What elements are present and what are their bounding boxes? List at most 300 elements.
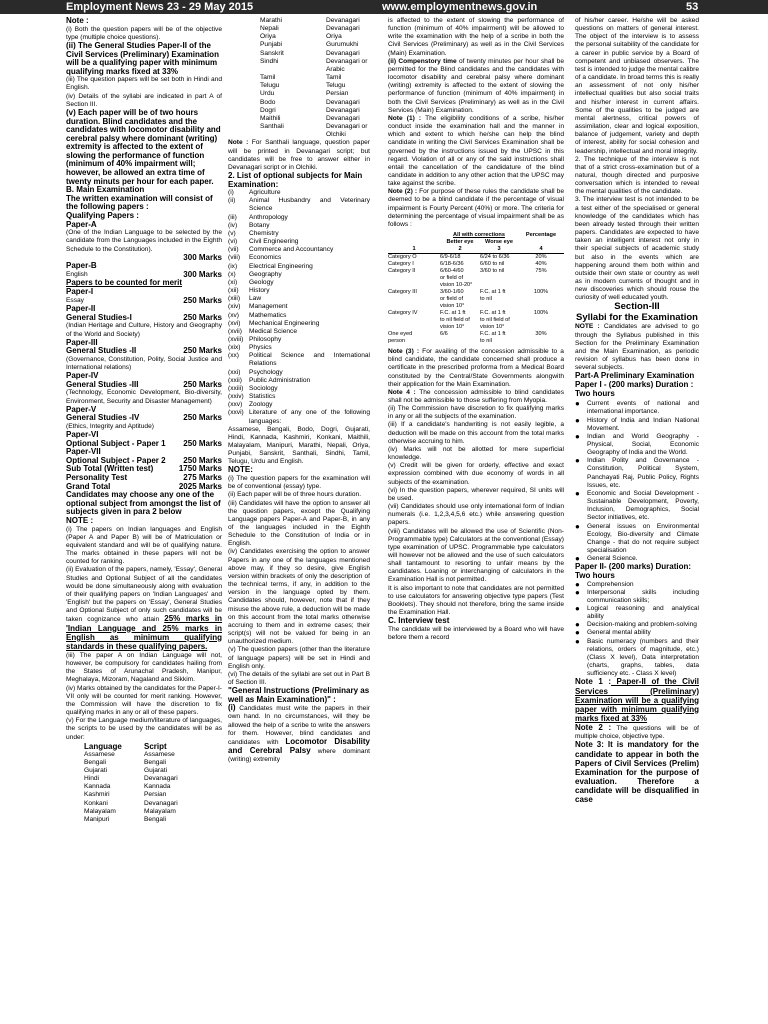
table-cell: vision 10°: [440, 324, 465, 331]
table-cell: 6/6: [440, 331, 448, 338]
subject-name: Anthropology: [249, 213, 288, 221]
subject-name: Psychology: [249, 368, 283, 376]
paper-heading: Paper I - (200 marks) Duration : Two hours: [575, 380, 694, 398]
literature-languages: Assamese, Bengali, Bodo, Dogri, Gujarati, Hindi, Kannada, Kashmiri, Konkani, Maithili, Malayalam, Manipuri, Marathi, Nepali, Oriya, Punjabi, Sanskrit, Santhali, Sindhi, Tamil, Telugu, Urdu and English.: [228, 425, 370, 466]
body-text: 3. The interview test is not intended to be a test either of the specialised or general knowledge of the candidates which has been already tested through their written papers. Candidates are expected to have taken an intelligent interest not only in their special subjects of academic study but also in the events which are happening around them both within and outside their own state or country as well as in modern currents of thought and in new discoveries which should rouse the curiosity of well educated youth.: [575, 196, 699, 302]
body-text: (viii) Candidates will be allowed the use of Scientific (Non-Programmable type) Calculators at the conventional (Essay) type examination of UPSC. Programmable type calculators will however not be allowed and the use of such calculators shall tantamount to resorting to unfair means by the candidates. Loaning or interchanging of calculators in the Examination Hall is not permitted.: [388, 527, 564, 584]
note-item: (ii) The General Studies Paper-II of the Civil Services (Preliminary) Examination will be a qualifying paper with minimum qualifying marks fixed at 33%: [66, 40, 219, 76]
language-name: [260, 131, 326, 139]
table-cell: F.C. at 1 ft: [480, 331, 506, 338]
note-item: (iii) The question papers will be set both in Hindi and English.: [66, 76, 222, 92]
paper1-topics: [575, 400, 699, 563]
note-item: (v) Each paper will be of two hours duration. Blind candidates and the candidates with locomotor disability and cerebral palsy where dominant (writing) extremity is affected to the extent of slowing the performance of function (minimum of 40% impairment will; however, be allowed an extra time of twenty minuts per hour for each paper.: [66, 107, 221, 186]
bullet-icon: ●: [575, 628, 580, 638]
note-item: (iii) Candidates will have the option to answer all the question papers, except the Qualifying Language papers Paper-A and Paper-B, in any of the languages included in the Eighth Schedule to the Constitution of India or in English.: [228, 499, 370, 548]
body-text: The candidate will be interviewed by a Board who will have before them a record: [388, 625, 564, 641]
note-item: (v) The question papers (other than the literature of language papers) will be set in Hindi and English only.: [228, 646, 370, 670]
language-name: Dogri: [260, 106, 276, 114]
paper-label: Paper-B: [66, 261, 97, 271]
page-header: [0, 0, 768, 14]
table-cell: Category II: [388, 268, 416, 275]
language-name: Kashmiri: [84, 791, 110, 799]
topic-item: [575, 638, 699, 679]
paper-row: General Studies-I 250 Marks: [66, 312, 222, 322]
script-name: Devanagari: [326, 49, 360, 57]
subject-number: (xxii): [228, 376, 242, 384]
subject-number: (x): [228, 270, 236, 278]
script-name: Devanagari: [326, 106, 360, 114]
paper-row: Essay 250 Marks: [66, 295, 222, 305]
subject-name: Public Administration: [249, 376, 311, 384]
subject-name: Literature of any one of the following languages:: [249, 409, 370, 425]
script-name: Olchiki: [326, 131, 346, 139]
body-text: of his/her career. He/she will be asked questions on matters of general interest. The object of the interview is to assess the personal suitability of the candidate for a career in public service by a Board of competent and unbiased observers. The test is intended to judge the mental calibre of a candidate. In broad terms this is really an assessment of not only his/her intellectual qualities but also social traits and his/her interest in current affairs. Some of the qualities to be judged are mental alertness, critical powers of assimilation, clear and logical exposition, balance of judgement, variety and depth of interest, ability for social cohesion and leadership, intellectual and moral integrity.: [575, 17, 699, 155]
column-3: [388, 17, 564, 1020]
table-cell: [518, 282, 564, 289]
subject-item: [228, 254, 370, 262]
topic-text: General mental ability: [587, 629, 651, 637]
table-cell: [480, 275, 518, 282]
subject-number: (xxi): [228, 368, 241, 376]
table-cell: to nil field of: [480, 317, 510, 324]
subject-number: (xxv): [228, 401, 243, 409]
note-3: Note (3) : For availing of the concession admissible to a blind candidate, the candidate concerned shall produce a certificate in the prescribed proforma from a Medical Board constituted by the Central/State Governments alongwith their application for the Main Examination.: [388, 348, 564, 388]
table-cell: [518, 275, 564, 282]
body-text: It is also important to note that candidates are not permitted to use calculators for answering objective type papers (Test Booklets). They should not therefore, bring the same inside the Examination Hall.: [388, 584, 564, 617]
table-cell: Category O: [388, 254, 417, 261]
subject-number: (iv): [228, 221, 238, 229]
column-number: 1: [412, 246, 416, 253]
part-heading: Part-A Preliminary Examination: [575, 371, 695, 381]
subject-name: Physics: [249, 344, 272, 352]
topic-text: General issues on Environmental Ecology, Bio-diversity and Climate Change - that do not require subject specialisation: [587, 522, 699, 554]
paper-label: Paper-VI: [66, 430, 99, 440]
bullet-icon: ●: [575, 579, 580, 589]
subject-number: (vi): [228, 238, 238, 246]
subject-number: (xiii): [228, 295, 241, 303]
table-row: [388, 310, 564, 317]
language-name: Sindhi: [260, 57, 279, 65]
subject-number: (xviii): [228, 335, 244, 343]
column-2: [228, 17, 370, 1020]
paper-desc: (Governance, Constitution, Polity, Social Justice and International relations): [66, 355, 222, 372]
subject-name: Agriculture: [249, 189, 281, 197]
subject-item: [228, 246, 370, 254]
paper-desc: (Ethics, Integrity and Aptitude): [66, 422, 154, 430]
paper-label: Paper-IV: [66, 371, 99, 381]
body-text: (vi) In the question papers, wherever required, SI units will be used.: [388, 486, 564, 502]
optional-note: Candidates may choose any one of the optional subject from amongst the list of subjects given in para 2 below: [66, 490, 221, 517]
section-heading: B. Main Examination: [66, 185, 145, 195]
table-cell: 6/60-4/60: [440, 268, 464, 275]
table-cell: [388, 275, 440, 282]
subject-name: Chemistry: [249, 229, 279, 237]
language-name: Telugu: [260, 82, 280, 90]
language-name: Sanskrit: [260, 49, 284, 57]
section-text: The written examination will consist of the following papers :: [66, 193, 213, 212]
paper-row: General Studies -IV 250 Marks: [66, 413, 222, 423]
subject-name: Electrical Engineering: [249, 262, 313, 270]
page-number: 53: [686, 1, 699, 13]
note-3: Note 3: It is mandatory for the candidate to appear in both the Papers of Civil Services (Prelim) Examination for the purpose of evaluation. Therefore a candidate will be disqualified in case: [575, 740, 699, 805]
subject-item: [228, 279, 370, 287]
subject-item: [228, 214, 370, 222]
table-row: [388, 338, 564, 345]
subject-name: Zoology: [249, 401, 273, 409]
script-name: Tamil: [326, 74, 342, 82]
script-name: Gujarati: [144, 767, 168, 774]
subject-item: [228, 393, 370, 401]
topic-text: Logical reasoning and analytical ability: [587, 604, 699, 621]
bullet-icon: ●: [575, 587, 580, 597]
body-text: (iv) Marks will not be allotted for mere superficial knowledge.: [388, 445, 564, 462]
subject-number: (ii): [228, 197, 236, 205]
subject-name: Geology: [249, 278, 274, 286]
language-name: Konkani: [84, 799, 108, 807]
subject-item: [228, 271, 370, 279]
topic-item: [575, 490, 699, 523]
paper-desc: (One of the Indian Language to be selected by the candidate from the Languages included in the Eighth Schedule to the Constitution).: [66, 229, 222, 253]
table-cell: [440, 338, 480, 345]
subject-item: [228, 222, 370, 230]
subject-item: [228, 369, 370, 377]
script-name: Malayalam: [144, 807, 176, 815]
topic-item: [575, 523, 699, 556]
personality-row: Personality Test 275 Marks: [66, 473, 222, 483]
subject-name: Mechanical Engineering: [249, 319, 320, 327]
subject-number: (ix): [228, 262, 238, 270]
language-name: Hindi: [84, 775, 100, 783]
table-cell: [518, 324, 564, 331]
note-item: (i) Both the question papers will be of the objective type (multiple choice questions).: [66, 25, 222, 41]
subject-item: [228, 385, 370, 393]
note-item: (ii) Evaluation of the papers, namely, 'Essay', General Studies and Optional Subject of all the candidates would be done simultaneously along with evaluation of their qualifying papers on 'Indian Languages' and 'English' but the papers on 'Essay', General Studies and Optional Subject of only such candidates will be taken cognizance who attain 25% marks in 'Indian Language and 25% marks in English as minimum qualifying standards in these qualifying papers.: [66, 566, 222, 651]
topic-text: Comprehension: [587, 580, 634, 588]
table-cell: vision 10°: [480, 324, 505, 331]
subject-number: (xii): [228, 287, 239, 295]
table-cell: to nil: [480, 338, 492, 345]
subject-item: [228, 377, 370, 385]
subject-number: (xxiv): [228, 393, 244, 401]
paper-label: Paper-II: [66, 304, 96, 314]
paper-row: General Studies -III 250 Marks: [66, 379, 222, 389]
subject-number: (xvii): [228, 327, 242, 335]
subject-name: History: [249, 287, 270, 295]
topic-text: Basic numeracy (numbers and their relations, orders of magnitude, etc.) (Class X level), Data interpretation (charts, graphs, tables, data sufficiency etc. - Class X level): [587, 637, 699, 678]
note-2: Note (2) : For purpose of these rules the candidate shall be deemed to be a blind candidate if the percentage of visual impairment is Fourty Percent (40%) or more. The criteria for determining the percentage of visual impairment shall be as follows :: [388, 188, 564, 228]
subject-item: [228, 238, 370, 246]
section-title: Section-III: [614, 301, 660, 313]
table-cell: Category III: [388, 289, 417, 296]
note-heading: Note :: [66, 17, 89, 25]
table-cell: One eyed: [388, 331, 413, 338]
subject-item: [228, 197, 370, 213]
script-name: Devanagari or: [326, 57, 368, 65]
subject-name: Commerce and Accountancy: [249, 246, 334, 254]
paper-row: Optional Subject - Paper 2 250 Marks: [66, 455, 222, 465]
column-number: 3: [497, 246, 501, 253]
script-name: Devanagari: [326, 98, 360, 106]
table-cell: Category I: [388, 261, 414, 268]
topic-text: History of India and Indian National Movement.: [587, 416, 699, 432]
language-name: Tamil: [260, 74, 276, 82]
topic-item: [575, 621, 699, 629]
note-item: (v) For the Language medium/literature of languages, the scripts to be used by the candidates will be as under:: [66, 717, 222, 741]
paper-label: Paper-V: [66, 404, 97, 414]
subject-number: (vii): [228, 246, 239, 254]
table-cell: or field of: [440, 275, 464, 282]
language-table: [228, 17, 370, 139]
table-cell: [480, 282, 518, 289]
paper-label: Paper-A: [66, 219, 97, 229]
table-cell: to nil: [480, 296, 492, 303]
script-name: Arabic: [326, 65, 345, 73]
subject-item: [228, 263, 370, 271]
script-name: Bengali: [144, 758, 166, 766]
bullet-icon: ●: [575, 415, 580, 425]
subject-item: [228, 295, 370, 303]
subject-item: [228, 344, 370, 352]
table-row: [388, 254, 564, 261]
table-cell: 100%: [533, 310, 549, 317]
table-cell: [518, 296, 564, 303]
subject-name: Management: [249, 303, 288, 311]
script-name: Oriya: [326, 33, 342, 41]
table-row: [388, 296, 564, 303]
visual-impairment-table: [388, 232, 564, 345]
paper2-topics: [575, 581, 699, 679]
table-row: [388, 289, 564, 296]
language-name: Malayalam: [84, 807, 116, 815]
topic-item: [575, 400, 699, 416]
publication-title: Employment News 23 - 29 May 2015: [66, 1, 254, 13]
topic-item: [575, 417, 699, 433]
language-name: Kannada: [84, 783, 111, 791]
santhali-note: Note : For Santhali language, question paper will be printed in Devanagari script; but candidates will be free to answer either in Devanagari script or in Olchiki.: [228, 139, 370, 171]
subject-name: Geography: [249, 270, 282, 278]
topic-text: Indian Polity and Governance - Constitution, Political System, Panchayati Raj, Public Policy, Rights Issues, etc.: [587, 457, 699, 489]
table-cell: 3/60 to nil: [480, 268, 505, 275]
language-name: Bodo: [260, 98, 276, 106]
subject-number: (xx): [228, 352, 239, 360]
table-header: Better eye Worse eye: [446, 239, 513, 246]
column-1: [66, 17, 222, 1020]
table-cell: 75%: [535, 268, 547, 275]
subject-item: [228, 328, 370, 336]
paper-row: General Studies -II 250 Marks: [66, 346, 222, 356]
subject-number: (v): [228, 229, 236, 237]
table-cell: 6/9-6/18: [440, 254, 461, 261]
bullet-icon: ●: [575, 488, 580, 498]
table-cell: [518, 317, 564, 324]
language-name: Marathi: [260, 17, 282, 24]
table-cell: 40%: [535, 261, 547, 268]
language-name: Bengali: [84, 758, 106, 766]
subject-name: Animal Husbandry and Veterinary Science: [249, 197, 370, 213]
table-column-numbers: [388, 246, 564, 254]
table-cell: [388, 324, 440, 331]
topic-item: [575, 629, 699, 637]
table-cell: [518, 338, 564, 345]
subject-number: (viii): [228, 254, 241, 262]
subject-number: (xi): [228, 278, 238, 286]
topic-item: [575, 581, 699, 589]
body-text: (v) Credit will be given for orderly, effective and exact expression combined with due economy of words in all subjects of the examination.: [388, 462, 564, 486]
table-cell: 3/60-1/60: [440, 289, 464, 296]
paper-row: Optional Subject - Paper 1 250 Marks: [66, 438, 222, 448]
subject-number: (xiv): [228, 303, 241, 311]
subject-name: Mathematics: [249, 311, 287, 319]
paper-row: English 300 Marks: [66, 269, 222, 279]
note-4: Note 4 : The concession admissible to blind candidates shall not be admissible to those suffering from Myopia.: [388, 388, 564, 404]
table-cell: [388, 296, 440, 303]
section-heading: C. Interview test: [388, 616, 450, 626]
topic-text: Indian and World Geography - Physical, Social, Economic Geography of India and the World.: [587, 432, 699, 457]
table-cell: or field of: [440, 296, 464, 303]
table-cell: 100%: [533, 289, 549, 296]
topic-text: Decision-making and problem-solving: [587, 621, 697, 629]
table-cell: F.C. at 1 ft: [480, 310, 506, 317]
table-cell: vision 10-20°: [440, 282, 473, 289]
paper-desc: (Technology, Economic Development, Bio-diversity, Environment, Security and Disaster Management): [66, 389, 222, 405]
subject-number: (xix): [228, 344, 241, 352]
table-row: [388, 317, 564, 324]
script-name: Assamese: [144, 750, 175, 758]
general-instructions-heading: "General Instructions (Preliminary as well as Main Examination)" :: [228, 686, 370, 704]
table-row: [388, 303, 564, 310]
subject-item: [228, 336, 370, 344]
bullet-icon: ●: [575, 399, 580, 409]
body-text: is affected to the extent of slowing the performance of function (minimum of 40% impairment) will be allowed to write the examination with the help of a scribe in both the Civil Services (Preliminary) as well as in the Civil Services (Main) Examination.: [388, 17, 564, 57]
table-row: [388, 261, 564, 268]
table-row: [388, 282, 564, 289]
subject-item: [228, 189, 370, 197]
table-cell: vision 10°: [440, 303, 465, 310]
note-item: (iii) The paper A on Indian Language will not, however, be compulsory for candidates hailing from the States of Arunachal Pradesh, Manipur, Meghalaya, Mizoram, Nagaland and Sikkim.: [66, 651, 222, 684]
website-url[interactable]: www.employmentnews.gov.in: [382, 1, 538, 13]
subject-name: Law: [249, 295, 262, 303]
bullet-icon: ●: [575, 431, 580, 441]
language-name: Maithili: [260, 114, 281, 122]
table-body: [388, 254, 564, 345]
topic-item: [575, 605, 699, 621]
body-text: (ii) The Commission have discretion to fix qualifying marks in any or all the subjects of the examination.: [388, 405, 564, 421]
table-cell: [388, 317, 440, 324]
bullet-icon: ●: [575, 603, 580, 613]
script-name: Devanagari: [326, 17, 360, 24]
table-row: [388, 275, 564, 282]
paper-label: Paper-III: [66, 337, 98, 347]
language-name: Nepali: [260, 25, 279, 33]
table-cell: F.C. at 1 ft: [440, 310, 466, 317]
note-item: (iv) Candidates exercising the option to answer Papers in any one of the languages mentioned above may, if they so desire, give English version within brackets of only the description of the technical terms, if any, in addition to the version in the language opted by them. Candidates should, however, note that if they misuse the above rule, a deduction will be made on this account from the total marks otherwise accruing to them and in extreme cases; their script(s) will not be valued for being in an unauthorized medium.: [228, 548, 370, 646]
bullet-icon: ●: [575, 620, 580, 630]
script-name: Kannada: [144, 783, 171, 791]
script-name: Bengali: [144, 815, 166, 823]
language-name: Assamese: [84, 750, 115, 758]
topic-item: [575, 457, 699, 490]
script-name: Telugu: [326, 82, 346, 90]
table-cell: person: [388, 338, 406, 345]
note-item: (ii) Each paper will be of three hours duration.: [228, 491, 362, 499]
language-table-header: Language Script: [84, 741, 167, 751]
topic-item: [575, 589, 699, 605]
paper-row: 300 Marks: [183, 252, 222, 262]
script-name: Gurumukhi: [326, 41, 359, 49]
table-cell: 6/24 to 6/36: [480, 254, 510, 261]
table-header: All with corrections Percentage: [453, 232, 557, 239]
table-cell: 20%: [535, 254, 547, 261]
subheading: Papers to be counted for merit: [66, 278, 183, 288]
language-name: Manipuri: [84, 815, 110, 823]
body-text: (iii) If a candidate's handwriting is not easily legible, a deduction will be made on this account from the total marks otherwise accruing to him.: [388, 421, 564, 445]
note-item: (vi) The details of the syllabi are set out in Part B of Section III.: [228, 670, 370, 686]
note-item: (i) The papers on Indian languages and English (Paper A and Paper B) will be of Matriculation or equivalent standard and will be of qualifying nature. The marks obtained in these papers will not be counted for ranking.: [66, 525, 222, 566]
paper-label: Paper-I: [66, 287, 94, 297]
subject-item: [228, 401, 370, 409]
subject-name: Statistics: [249, 393, 276, 401]
section-subtitle: Syllabi for the Examination: [576, 311, 698, 323]
language-name: Oriya: [260, 33, 276, 41]
subject-number: (xvi): [228, 319, 241, 327]
language-name: Punjabi: [260, 41, 282, 49]
script-name: Devanagari: [144, 799, 178, 807]
body-text: 2. The technique of the interview is not that of a strict cross-examination but of a natural, though directed and purposive conversation which is intended to reveal the mental qualities of the candidate.: [575, 155, 699, 196]
bullet-icon: ●: [575, 456, 580, 466]
note-heading: NOTE :: [66, 516, 94, 526]
column-4: [575, 17, 699, 1020]
subject-name: Sociology: [249, 384, 278, 392]
subject-number: (i): [228, 189, 234, 197]
table-cell: 6/18-6/36: [440, 261, 464, 268]
table-cell: 30%: [535, 331, 547, 338]
column-number: 4: [539, 246, 543, 253]
note-item: (i) The question papers for the examination will be of conventional (essay) type.: [228, 475, 370, 491]
topic-text: Interpersonal skills including communication skills;: [587, 588, 699, 604]
subject-number: (xxvi): [228, 409, 244, 417]
subject-item: [228, 287, 370, 295]
table-row: [388, 331, 564, 338]
bullet-icon: ●: [575, 521, 580, 531]
subject-name: Economics: [249, 254, 282, 262]
table-row: [388, 268, 564, 275]
table-cell: F.C. at 1 ft: [480, 289, 506, 296]
topic-text: Current events of national and international importance.: [587, 400, 699, 416]
table-row: [388, 324, 564, 331]
bullet-icon: ●: [575, 554, 580, 564]
column-number: 2: [458, 246, 462, 253]
table-cell: 6/60 to nil: [480, 261, 505, 268]
table-cell: to nil field of: [440, 317, 470, 324]
subjects-heading: 2. List of optional subjects for Main Examination:: [228, 170, 363, 189]
note-item: (iv) Marks obtained by the candidates for the Paper-I-VII only will be counted for merit ranking. However, the Commission will have the discretion to fix qualifying marks in any or all of these papers.: [66, 684, 222, 717]
subject-item: [228, 230, 370, 238]
language-table: [66, 751, 222, 824]
topic-item: [575, 433, 699, 457]
subject-name: Medical Science: [249, 327, 298, 335]
paper-desc: (Indian Heritage and Culture, History and Geography of the World and Society): [66, 322, 222, 338]
topic-text: General Science.: [587, 555, 638, 563]
script-name: Devanagari or: [326, 123, 368, 131]
table-cell: [388, 303, 440, 310]
subtotal-row: Sub Total (Written test) 1750 Marks: [66, 464, 222, 474]
subject-name: Botany: [249, 221, 270, 229]
language-name: Gujarati: [84, 767, 108, 774]
subject-name: Philosophy: [249, 335, 282, 343]
subjects-list: [228, 189, 370, 426]
table-cell: [518, 303, 564, 310]
subject-number: (xv): [228, 311, 239, 319]
